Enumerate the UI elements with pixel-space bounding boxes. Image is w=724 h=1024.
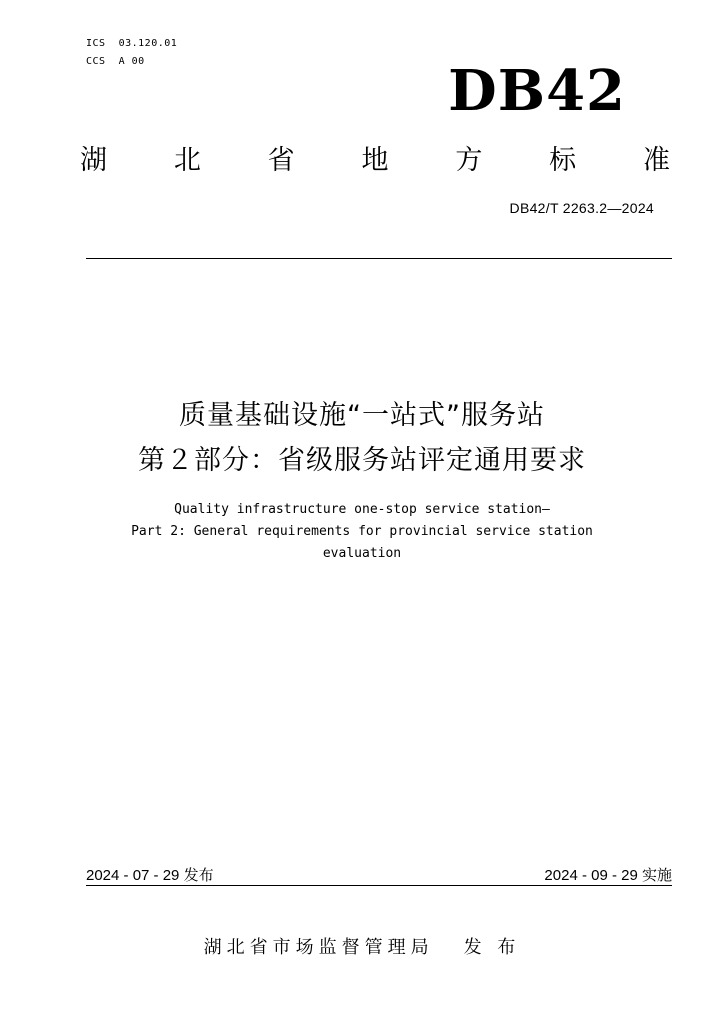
heading-char: 方: [455, 145, 483, 176]
chinese-title-line-1: 质量基础设施“一站式”服务站: [179, 400, 545, 431]
ics-code: ICS 03.120.01: [86, 38, 178, 49]
ccs-code: CCS A 00: [86, 56, 145, 67]
issuer-action: 发 布: [463, 937, 521, 958]
heading-char: 省: [267, 145, 295, 176]
bottom-divider: [86, 885, 672, 886]
local-standard-heading: [80, 138, 670, 177]
db42-logo: DB42: [448, 58, 626, 124]
issuer-line: [0, 933, 724, 959]
chinese-title-line-2: 第２部分：省级服务站评定通用要求: [138, 445, 586, 476]
english-title-line-2: Part 2: General requirements for provincial service station: [131, 524, 593, 539]
heading-char: 准: [642, 145, 670, 176]
standard-number: DB42/T 2263.2—2024: [509, 200, 654, 216]
heading-char: 北: [173, 145, 201, 176]
english-title-line-1: Quality infrastructure one-stop service station—: [174, 502, 550, 517]
english-title-line-3: evaluation: [322, 546, 402, 561]
heading-char: 地: [361, 145, 389, 176]
implement-date: 2024 - 09 - 29 实施: [544, 867, 672, 884]
heading-char: 标: [549, 145, 577, 176]
top-divider: [86, 258, 672, 259]
heading-char: 湖: [80, 145, 107, 176]
publish-date: 2024 - 07 - 29 发布: [86, 867, 214, 884]
issuer-name: 湖北省市场监督管理局: [203, 937, 434, 958]
